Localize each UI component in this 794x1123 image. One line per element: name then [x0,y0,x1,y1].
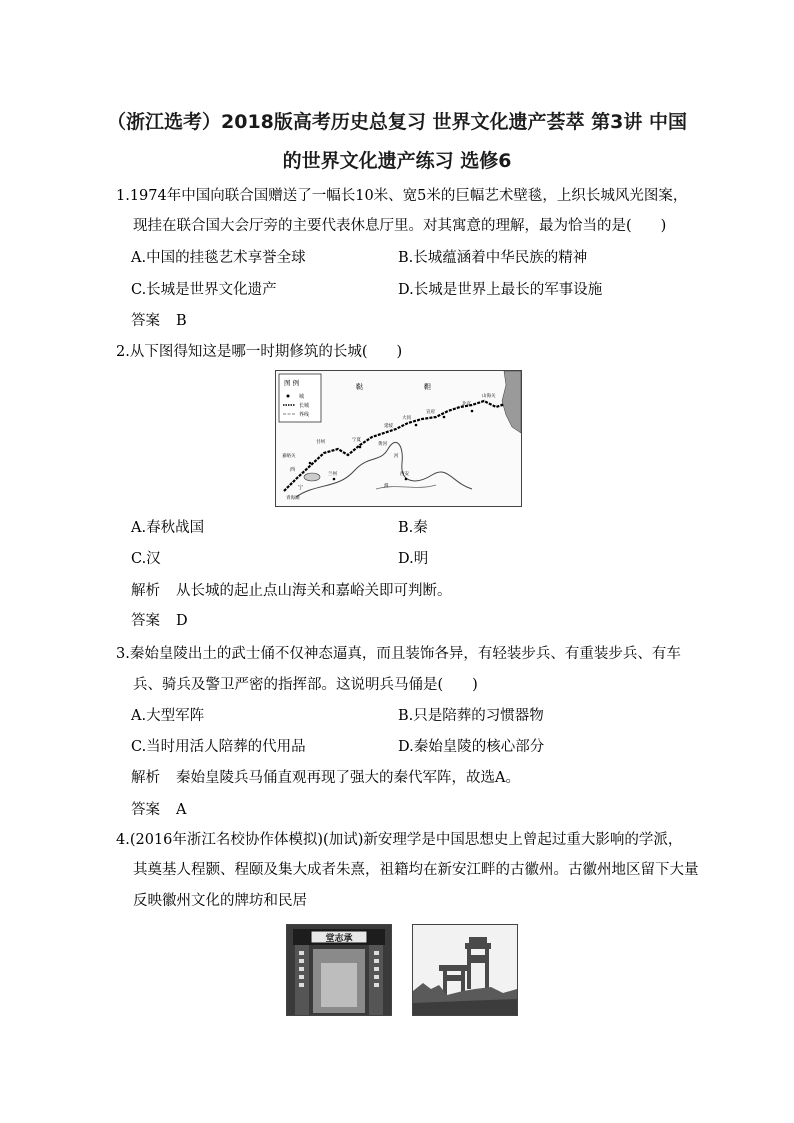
question-2-answer [131,611,188,631]
map-label-16: 河 [394,454,399,459]
map-label-8: 北京 [462,402,471,407]
map-label-13: 西安 [400,472,409,477]
map-label-11: 宁 [298,485,304,491]
map-legend-item-1: 城 [299,394,305,400]
map-label-4: 宁夏 [352,438,361,443]
question-2-stem: 2.从下图得知这是哪一时期修筑的长城( ) [116,344,403,360]
map-label-5: 延绥 [384,424,393,429]
memorial-arches-drawing [413,925,517,1015]
answer-value: A [176,802,187,818]
question-2-option-d: D.明 [398,551,429,567]
archway-inner-hall [321,963,357,1007]
archway-photo [286,924,392,1016]
answer-label: 答案 [131,802,160,818]
archway-pillar-right [369,945,383,1015]
question-4-stem-line-2: 其奠基人程颢、程颐及集大成者朱熹，祖籍均在新安江畔的古徽州。古徽州地区留下大量 [133,862,699,878]
question-1-stem-line-1: 1.1974年中国向联合国赠送了一幅长10米、宽5米的巨幅艺术壁毯，上织长城风光图案， [116,188,688,204]
question-2-option-c: C.汉 [131,551,161,567]
question-1-stem-line-2: 现挂在联合国大会厅旁的主要代表休息厅里。对其寓意的理解，最为恰当的是( ) [133,218,667,234]
question-1-answer [131,311,187,331]
analysis-label: 解析 [131,583,160,599]
question-1-option-a: A.中国的挂毯艺术享誉全球 [131,250,306,266]
question-2-analysis [131,581,452,601]
city-dot [415,424,418,427]
answer-label: 答案 [131,313,160,329]
map-label-12: 兰州 [328,472,337,477]
map-label-14: 黄河 [378,442,387,447]
map-label-1: 靼 [424,383,431,391]
answer-value: D [176,613,188,629]
city-dot [309,462,312,465]
question-3-analysis [131,768,520,788]
map-legend-item-2: 长城 [299,403,310,409]
map-label-10: 西 [290,467,296,473]
question-4-stem-line-1: 4.(2016年浙江名校协作体模拟)(加试)新安理学是中国思想史上曾起过重大影响的学派， [116,832,683,848]
map-label-9: 山海关 [482,394,496,399]
archway-pillar-left [295,945,309,1015]
map-legend-title: 图 例 [284,379,300,387]
map-label-6: 宣府 [426,410,435,415]
map-label-3: 甘州 [316,440,325,445]
question-1-option-b: B.长城蕴涵着中华民族的精神 [398,250,588,266]
city-dot [333,478,336,481]
question-3-option-a: A.大型军阵 [131,708,205,724]
question-3-stem-line-2: 兵、骑兵及警卫严密的指挥部。这说明兵马俑是( ) [133,677,478,693]
map-label-0: 鞑 [356,383,363,391]
archway-drawing [287,925,391,1015]
analysis-text: 从长城的起止点山海关和嘉峪关即可判断。 [176,583,452,599]
map-label-7: 大同 [402,416,411,421]
map-label-17: 青海湖 [286,496,300,501]
question-2-option-a: A.春秋战国 [131,520,205,536]
question-1-option-d: D.长城是世界上最长的军事设施 [398,282,603,298]
analysis-text: 秦始皇陵兵马俑直观再现了强大的秦代军阵，故选A。 [176,770,520,786]
city-dot [443,416,446,419]
city-dot [405,478,408,481]
map-label-15: 渭 [384,484,389,489]
great-wall-map [275,370,522,507]
map-drawing [276,371,521,506]
question-3-option-b: B.只是陪葬的习惯器物 [398,708,544,724]
question-1-option-c: C.长城是世界文化遗产 [131,282,277,298]
archway-sign-text: 堂志承 [325,934,353,944]
analysis-label: 解析 [131,770,160,786]
question-2-option-b: B.秦 [398,520,428,536]
answer-value: B [176,313,187,329]
map-legend-item-3: 界线 [299,412,310,418]
question-3-option-c: C.当时用活人陪葬的代用品 [131,739,306,755]
question-4-stem-line-3: 反映徽州文化的牌坊和民居 [133,893,307,909]
memorial-arches-photo [412,924,518,1016]
city-dot [471,410,474,413]
question-3-option-d: D.秦始皇陵的核心部分 [398,739,545,755]
question-3-answer [131,800,186,820]
city-dot [359,446,362,449]
legend-city-dot [287,395,290,398]
title-line-1: （浙江选考）2018版高考历史总复习 世界文化遗产荟萃 第3讲 中国 [107,111,687,133]
qinghai-lake [304,473,320,481]
sea-area [502,371,521,433]
question-3-stem-line-1: 3.秦始皇陵出土的武士俑不仅神态逼真，而且装饰各异，有轻装步兵、有重装步兵、有车 [116,646,681,662]
title-line-2: 的世界文化遗产练习 选修6 [282,150,512,172]
answer-label: 答案 [131,613,160,629]
city-dot [501,404,504,407]
map-label-2: 嘉峪关 [282,454,296,459]
